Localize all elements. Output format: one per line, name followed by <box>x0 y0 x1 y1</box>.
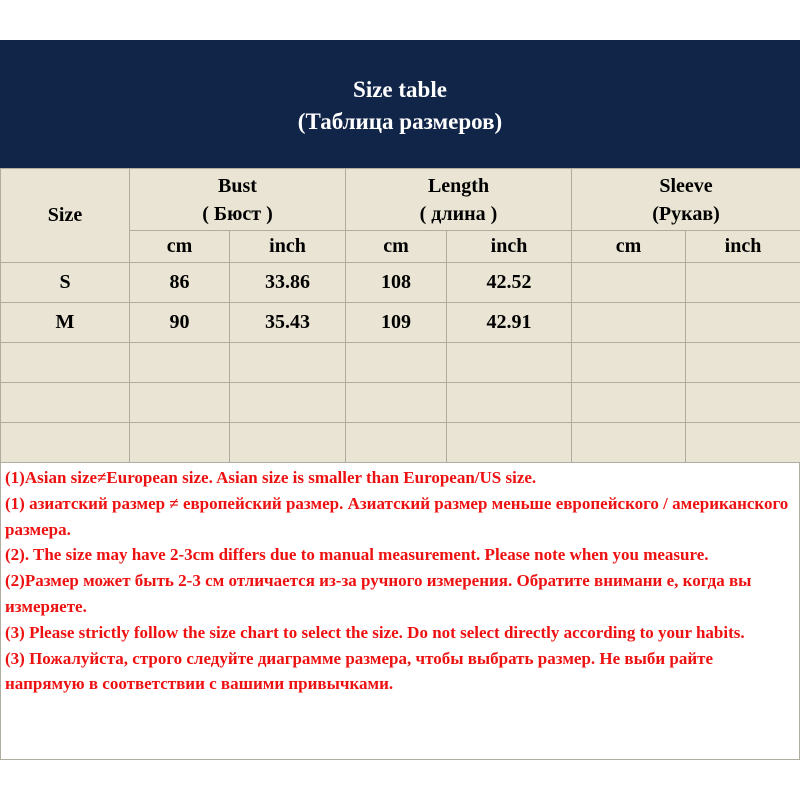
sleeve-inch-cell <box>686 303 800 343</box>
bust-label: Bust <box>218 174 257 197</box>
length-inch-cell: 42.91 <box>447 303 572 343</box>
header-subtitle: (Таблица размеров) <box>297 109 503 134</box>
bust-cm-cell <box>130 423 230 463</box>
bust-cm-cell: 90 <box>130 303 230 343</box>
size-cell <box>1 423 130 463</box>
length-cm-cell <box>346 423 447 463</box>
length-cm-cell: 108 <box>346 263 447 303</box>
size-cell <box>1 343 130 383</box>
table-header-row <box>1 169 800 231</box>
size-table <box>0 168 800 463</box>
sleeve-inch-cell <box>686 423 800 463</box>
length-inch-header: inch <box>447 231 572 263</box>
note-1-ru: (1) азиатский размер ≠ европейский размер. Азиатский размер меньше европейского / американского размера. <box>5 493 789 539</box>
sleeve-inch-cell <box>686 343 800 383</box>
size-column-header: Size <box>1 169 130 263</box>
length-inch-cell <box>447 343 572 383</box>
sleeve-label-ru: (Рукав) <box>652 202 720 225</box>
bust-cm-cell <box>130 343 230 383</box>
sleeve-column-header <box>572 169 800 231</box>
bust-cm-cell: 86 <box>130 263 230 303</box>
bust-inch-header: inch <box>230 231 346 263</box>
note-3-ru: (3) Пожалуйста, строго следуйте диаграмме размера, чтобы выбрать размер. Не выби райте напрямую в соответствии с вашими привычками. <box>5 648 714 694</box>
length-inch-cell: 42.52 <box>447 263 572 303</box>
size-notes <box>0 462 800 760</box>
sleeve-label: Sleeve <box>659 174 713 197</box>
sleeve-cm-header: cm <box>572 231 686 263</box>
length-cm-header: cm <box>346 231 447 263</box>
note-2-en: (2). The size may have 2-3cm differs due to manual measurement. Please note when you measure. <box>5 545 709 565</box>
table-row <box>1 383 800 423</box>
note-3-en: (3) Please strictly follow the size chart to select the size. Do not select directly according to your habits. <box>5 622 745 642</box>
sleeve-cm-cell <box>572 423 686 463</box>
length-inch-cell <box>447 383 572 423</box>
note-2-ru: (2)Размер может быть 2-3 см отличается из-за ручного измерения. Обратите внимани е, когда вы измеряете. <box>5 571 752 616</box>
size-cell <box>1 383 130 423</box>
note-1-en: (1)Asian size≠European size. Asian size is smaller than European/US size. <box>5 468 537 487</box>
sleeve-inch-cell <box>686 383 800 423</box>
sleeve-inch-header: inch <box>686 231 800 263</box>
table-row <box>1 423 800 463</box>
bust-inch-cell <box>230 343 346 383</box>
bust-cm-header: cm <box>130 231 230 263</box>
bust-cm-cell <box>130 383 230 423</box>
length-column-header <box>346 169 572 231</box>
sleeve-cm-cell <box>572 263 686 303</box>
length-cm-cell: 109 <box>346 303 447 343</box>
bust-inch-cell: 33.86 <box>230 263 346 303</box>
bust-inch-cell: 35.43 <box>230 303 346 343</box>
bust-inch-cell <box>230 423 346 463</box>
bust-column-header <box>130 169 346 231</box>
sleeve-cm-cell <box>572 303 686 343</box>
size-table-header <box>0 40 800 168</box>
sleeve-cm-cell <box>572 343 686 383</box>
length-label: Length <box>427 174 490 197</box>
size-cell: S <box>1 263 130 303</box>
length-cm-cell <box>346 343 447 383</box>
sleeve-cm-cell <box>572 383 686 423</box>
table-row <box>1 263 800 303</box>
length-label-ru: ( длина ) <box>419 202 498 225</box>
table-row <box>1 343 800 383</box>
length-cm-cell <box>346 383 447 423</box>
bust-label-ru: ( Бюст ) <box>202 202 273 225</box>
bust-inch-cell <box>230 383 346 423</box>
length-inch-cell <box>447 423 572 463</box>
sleeve-inch-cell <box>686 263 800 303</box>
table-row <box>1 303 800 343</box>
size-cell: M <box>1 303 130 343</box>
header-title: Size table <box>353 77 447 102</box>
